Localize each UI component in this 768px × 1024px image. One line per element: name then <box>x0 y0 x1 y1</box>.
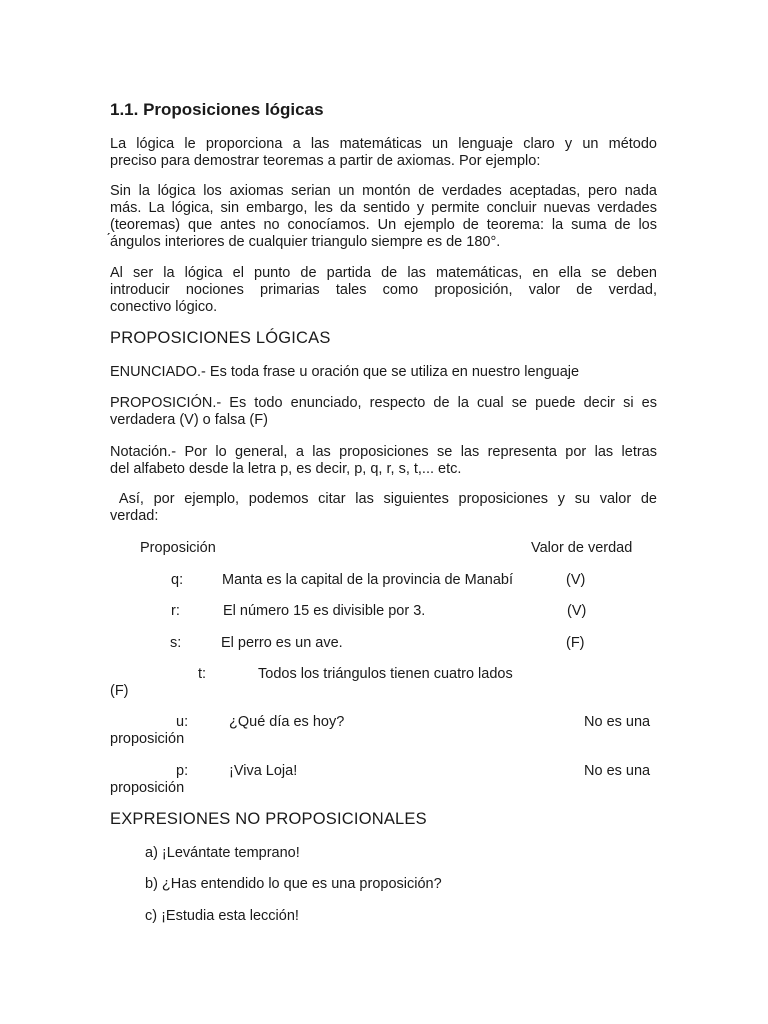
row-value: No es una <box>584 714 651 730</box>
paragraph-line: introducir nociones primarias tales como proposición, valor de verdad, <box>110 282 657 298</box>
row-text: ¿Qué día es hoy? <box>229 714 345 730</box>
row-value: (V) <box>566 572 586 588</box>
row-value-continued: proposición <box>110 731 185 747</box>
paragraph-line: Así, por ejemplo, podemos citar las siguientes proposiciones y su valor de <box>110 491 657 507</box>
definition-notacion <box>110 444 657 478</box>
paragraph-line: Notación.- Por lo general, a las proposiciones se las representa por las letras <box>110 444 657 460</box>
paragraph-examples-intro <box>110 491 657 525</box>
paragraph-axioms <box>110 183 657 251</box>
row-value: (V) <box>567 603 587 619</box>
row-value: No es una <box>584 763 651 779</box>
paragraph-line: verdadera (V) o falsa (F) <box>110 412 268 428</box>
definition-proposicion <box>110 395 657 429</box>
paragraph-line: conectivo lógico. <box>110 299 218 315</box>
list-item: b) ¿Has entendido lo que es una proposición? <box>145 876 442 892</box>
section-title: 1.1. Proposiciones lógicas <box>110 100 324 119</box>
paragraph-line: PROPOSICIÓN.- Es todo enunciado, respecto de la cual se puede decir si es <box>110 395 657 411</box>
paragraph-line: más. La lógica, sin embargo, les da sentido y permite concluir nuevas verdades <box>110 200 657 216</box>
paragraph-line: ́ángulos interiores de cualquier triangulo siempre es de 180°. <box>110 234 501 250</box>
row-value: (F) <box>110 683 129 699</box>
row-letter: q: <box>171 572 184 588</box>
paragraph-line: La lógica le proporciona a las matemáticas un lenguaje claro y un método <box>110 136 657 152</box>
row-text: Todos los triángulos tienen cuatro lados <box>258 666 513 682</box>
paragraph-line: ENUNCIADO.- Es toda frase u oración que se utiliza en nuestro lenguaje <box>110 364 580 380</box>
list-item: c) ¡Estudia esta lección! <box>145 908 299 924</box>
row-letter: t: <box>198 666 207 682</box>
row-text: Manta es la capital de la provincia de Manabí <box>222 572 513 588</box>
row-letter: s: <box>170 635 182 651</box>
paragraph-line: Al ser la lógica el punto de partida de las matemáticas, en ella se deben <box>110 265 657 281</box>
paragraph-line: preciso para demostrar teoremas a partir de axiomas. Por ejemplo: <box>110 153 541 169</box>
definition-enunciado <box>110 364 657 381</box>
paragraph-line: Sin la lógica los axiomas serian un montón de verdades aceptadas, pero nada <box>110 183 657 199</box>
paragraph-line: (teoremas) que antes no conocíamos. Un ejemplo de teorema: la suma de los <box>110 217 657 233</box>
paragraph-intro <box>110 136 657 170</box>
row-value: (F) <box>566 635 585 651</box>
row-letter: r: <box>171 603 180 619</box>
row-text: El número 15 es divisible por 3. <box>223 603 426 619</box>
paragraph-starting-point <box>110 265 657 316</box>
row-value-continued: proposición <box>110 780 185 796</box>
heading-propositions: PROPOSICIONES LÓGICAS <box>110 329 331 347</box>
paragraph-line: del alfabeto desde la letra p, es decir, p, q, r, s, t,... etc. <box>110 461 462 477</box>
row-text: ¡Viva Loja! <box>229 763 298 779</box>
row-letter: p: <box>176 763 189 779</box>
row-letter: u: <box>176 714 189 730</box>
table-header-value: Valor de verdad <box>531 540 633 556</box>
table-header-proposition: Proposición <box>140 540 216 556</box>
list-item: a) ¡Levántate temprano! <box>145 845 300 861</box>
heading-non-propositional: EXPRESIONES NO PROPOSICIONALES <box>110 810 427 828</box>
row-text: El perro es un ave. <box>221 635 343 651</box>
paragraph-line: verdad: <box>110 508 159 524</box>
